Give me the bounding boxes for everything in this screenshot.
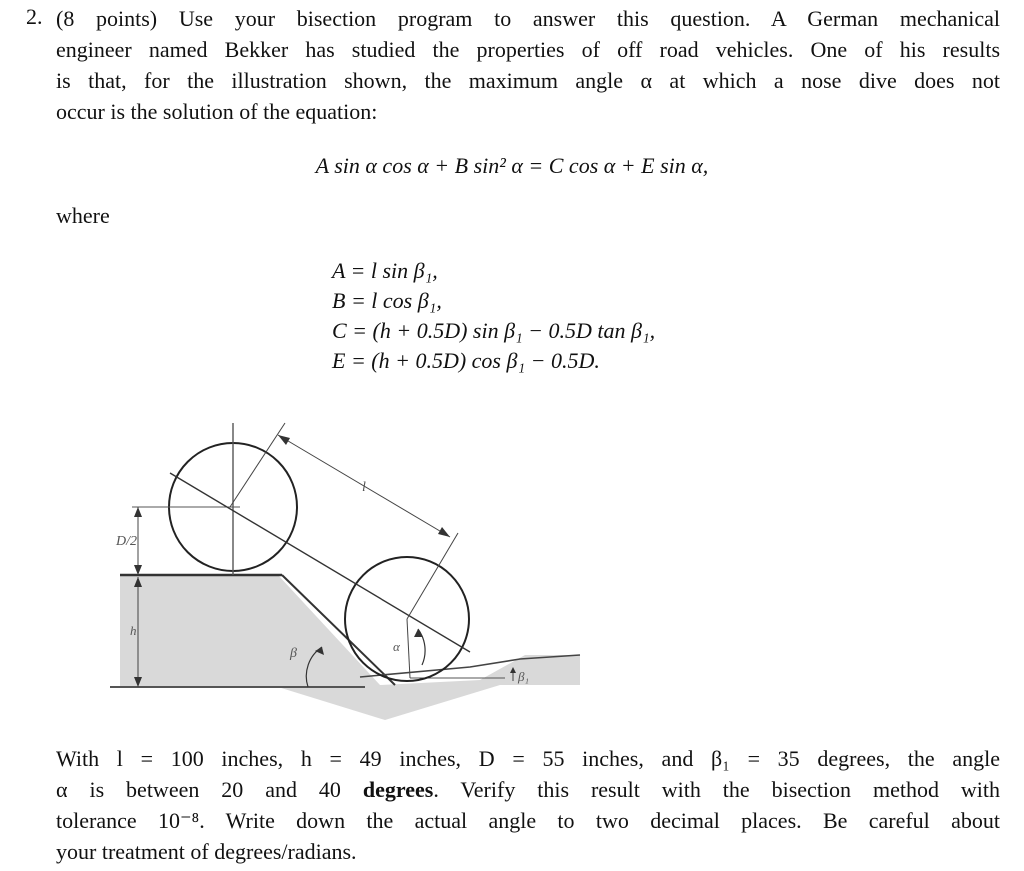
closing-line-2 [56, 775, 1000, 805]
dimension-l-arrow2 [438, 527, 450, 537]
definition-a: A = l sin β₁, [332, 258, 438, 283]
label-height: h [130, 623, 137, 638]
closing-line-4: your treatment of degrees/radians. [56, 839, 357, 864]
label-alpha: α [393, 639, 400, 654]
dimension-d2-arrow-bottom [134, 565, 142, 575]
where-label: where [56, 203, 110, 228]
intro-line-4: occur is the solution of the equation: [56, 99, 378, 124]
question-number: 2. [26, 4, 43, 29]
label-beta1: β₁ [518, 669, 529, 684]
definition-e: E = (h + 0.5D) cos β₁ − 0.5D. [332, 348, 600, 373]
intro-line-2: engineer named Bekker has studied the properties of off road vehicles. One of his results [56, 37, 1000, 62]
closing-line-3: tolerance 10⁻⁸. Write down the actual angle to two decimal places. Be careful about [56, 808, 1000, 833]
definition-c: C = (h + 0.5D) sin β₁ − 0.5D tan β₁, [332, 318, 656, 343]
main-equation: A sin α cos α + B sin² α = C cos α + E sin α, [315, 153, 709, 178]
vehicle-illustration [110, 415, 590, 725]
label-beta: β [290, 646, 297, 661]
definition-b: B = l cos β₁, [332, 288, 442, 313]
dimension-l-arrow1 [278, 435, 290, 445]
intro-line-3: is that, for the illustration shown, the maximum angle α at which a nose dive does not [56, 68, 1000, 93]
alpha-arc-arrow [414, 629, 423, 637]
bold-degrees: degrees [362, 777, 434, 802]
dimension-l-ext1 [230, 423, 285, 507]
lower-center-radius [407, 619, 410, 678]
label-half-diameter: D/2 [116, 534, 137, 549]
dimension-d2-arrow-top [134, 507, 142, 517]
closing-line-1: With l = 100 inches, h = 49 inches, D = 55 inches, and β₁ = 35 degrees, the angle [56, 746, 1000, 771]
label-length: l [362, 480, 366, 495]
closing-line-2-text: α is between 20 and 40 degrees. Verify this result with the bisection method with [56, 777, 1001, 802]
intro-line-1: (8 points) Use your bisection program to answer this question. A German mechanical [56, 6, 1000, 31]
definitions-block [332, 256, 655, 376]
